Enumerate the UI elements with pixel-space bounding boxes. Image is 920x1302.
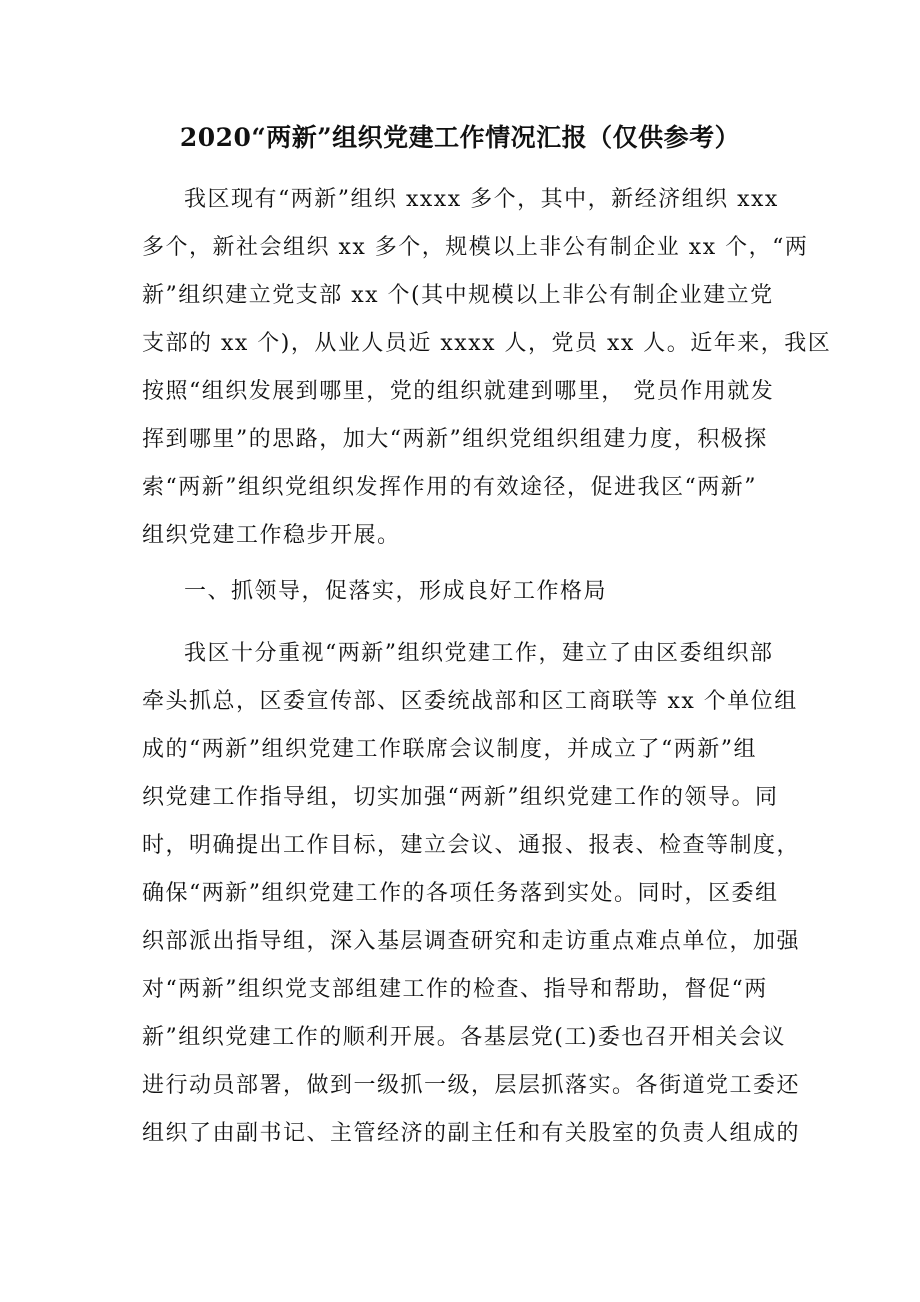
text-line: 组织党建工作稳步开展。 bbox=[142, 523, 401, 548]
text-line: 我区现有“两新”组织 xxxx 多个，其中，新经济组织 xxx bbox=[184, 187, 779, 212]
text-line: 织部派出指导组，深入基层调查研究和走访重点难点单位，加强 bbox=[142, 929, 801, 954]
section-heading bbox=[142, 568, 782, 616]
text-line: 新”组织党建工作的顺利开展。各基层党(工)委也召开相关会议 bbox=[142, 1025, 786, 1050]
section-heading-text: 一、抓领导，促落实，形成良好工作格局 bbox=[184, 579, 608, 604]
paragraph-intro bbox=[142, 176, 832, 560]
document-title: 2020“两新”组织党建工作情况汇报（仅供参考） bbox=[179, 123, 741, 152]
text-line: 对“两新”组织党支部组建工作的检查、指导和帮助，督促“两 bbox=[142, 977, 768, 1002]
text-line: 确保“两新”组织党建工作的各项任务落到实处。同时，区委组 bbox=[142, 881, 779, 906]
text-line: 支部的 xx 个)，从业人员近 xxxx 人，党员 xx 人。近年来，我区 bbox=[142, 331, 832, 356]
text-line: 牵头抓总，区委宣传部、区委统战部和区工商联等 xx 个单位组 bbox=[142, 689, 798, 714]
text-line: 织党建工作指导组，切实加强“两新”组织党建工作的领导。同 bbox=[142, 785, 779, 810]
text-line: 多个，新社会组织 xx 多个，规模以上非公有制企业 xx 个，“两 bbox=[142, 235, 809, 260]
text-line: 进行动员部署，做到一级抓一级，层层抓落实。各街道党工委还 bbox=[142, 1073, 801, 1098]
text-line: 成的“两新”组织党建工作联席会议制度，并成立了“两新”组 bbox=[142, 737, 757, 762]
text-line: 新”组织建立党支部 xx 个(其中规模以上非公有制企业建立党 bbox=[142, 283, 774, 308]
text-line: 索“两新”组织党组织发挥作用的有效途径，促进我区“两新” bbox=[142, 475, 757, 500]
text-line: 挥到哪里”的思路，加大“两新”组织党组织组建力度，积极探 bbox=[142, 427, 768, 452]
paragraph-leadership bbox=[142, 630, 801, 1158]
text-line: 我区十分重视“两新”组织党建工作，建立了由区委组织部 bbox=[184, 641, 774, 666]
text-line: 按照“组织发展到哪里，党的组织就建到哪里， 党员作用就发 bbox=[142, 379, 775, 404]
text-line: 组织了由副书记、主管经济的副主任和有关股室的负责人组成的 bbox=[142, 1121, 801, 1146]
text-line: 时，明确提出工作目标，建立会议、通报、报表、检查等制度， bbox=[142, 833, 801, 858]
